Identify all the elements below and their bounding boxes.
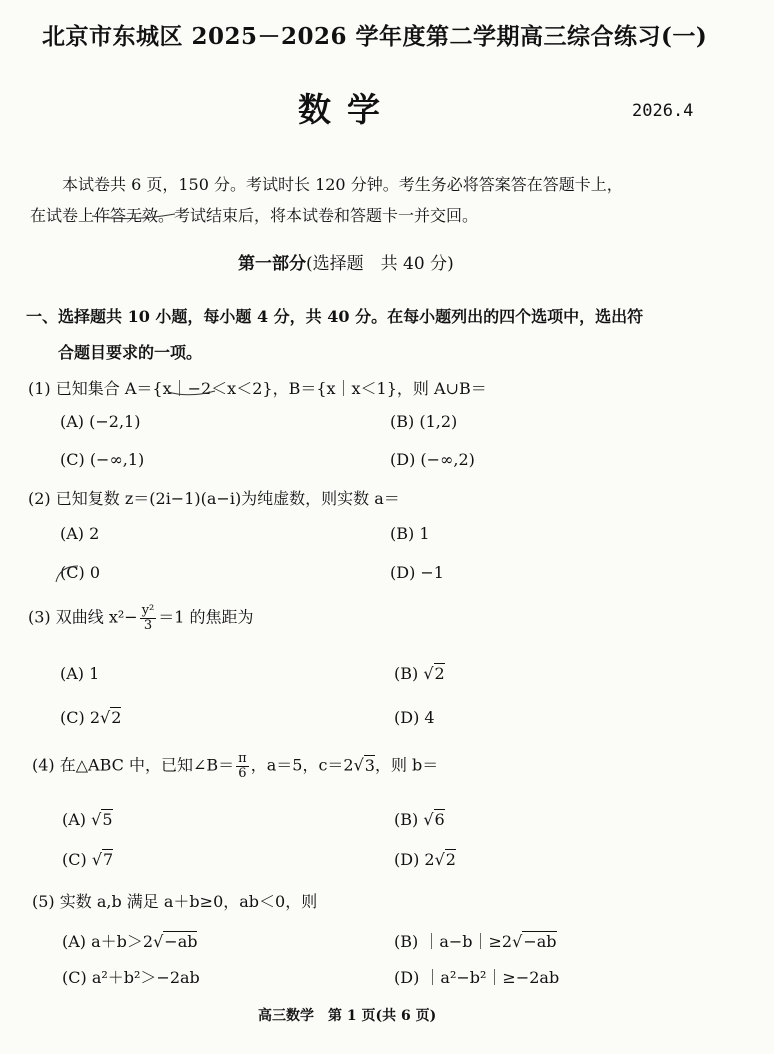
option-label: (B) ｜a−b｜≥2√ (394, 932, 523, 951)
question-4-option-a (62, 810, 113, 829)
part-heading-sub: (选择题 共 40 分) (306, 254, 454, 274)
question-5-option-b (394, 929, 557, 952)
question-3-option-d: (D) 4 (394, 708, 435, 727)
question-1-option-b: (B) (1,2) (390, 412, 458, 431)
option-label: (C) 2√ (60, 708, 111, 727)
option-label: (A) a＋b＞2√ (62, 932, 164, 951)
question-3-stem (28, 604, 254, 632)
question-5-option-d: (D) ｜a²−b²｜≥−2ab (394, 968, 560, 987)
radicand: 2 (111, 708, 122, 727)
exam-date: 2026.4 (632, 101, 694, 121)
radicand: −ab (164, 932, 198, 951)
question-3-option-b (394, 664, 445, 683)
question-1-option-d: (D) (−∞,2) (390, 450, 475, 469)
subject-title: 数学 (298, 90, 396, 129)
question-3-option-a: (A) 1 (60, 664, 100, 683)
question-4-stem-mid: ，a＝5，c＝2√ (250, 755, 364, 775)
question-3-option-c (60, 708, 121, 727)
part-heading (238, 249, 454, 274)
instructions-line-1: 本试卷共 6 页，150 分。考试时长 120 分钟。考生务必将答案答在答题卡上， (62, 175, 623, 194)
radicand: 7 (103, 850, 114, 869)
question-4-stem-end: ，则 b＝ (374, 755, 439, 775)
question-1-stem: (1) 已知集合 A＝{x｜−2＜x＜2}，B＝{x｜x＜1}，则 A∪B＝ (28, 379, 487, 398)
radicand: 2 (434, 664, 445, 683)
radicand: 6 (434, 810, 445, 829)
part-heading-main: 第一部分 (238, 254, 306, 274)
question-4-option-b (394, 810, 445, 829)
question-3-stem-end: ＝1 的焦距为 (158, 607, 254, 627)
radicand: 5 (102, 810, 113, 829)
option-label: (C) √ (62, 850, 103, 869)
option-label: (D) 2√ (394, 850, 445, 869)
question-2-option-b: (B) 1 (390, 524, 430, 543)
fraction-numerator: π (238, 751, 247, 766)
question-4-stem-start: (4) 在△ABC 中，已知∠B＝ (32, 755, 235, 775)
question-5-option-c: (C) a²＋b²＞−2ab (62, 968, 200, 987)
question-3-fraction (140, 604, 157, 632)
exam-title: 北京市东城区 2025－2026 学年度第二学期高三综合练习(一) (42, 23, 708, 50)
option-label: (A) √ (62, 810, 102, 829)
question-4-fraction (236, 752, 249, 780)
page-footer: 高三数学 第 1 页(共 6 页) (258, 1008, 437, 1024)
question-1-option-c: (C) (−∞,1) (60, 450, 145, 469)
question-2-option-d: (D) −1 (390, 563, 444, 582)
radicand: 2 (445, 850, 456, 869)
section-intro-line-2: 合题目要求的一项。 (58, 343, 203, 362)
question-1-option-a: (A) (−2,1) (60, 412, 141, 431)
question-2-option-c: (C) 0 (60, 563, 100, 582)
option-label: (B) √ (394, 664, 434, 683)
question-5-stem: (5) 实数 a,b 满足 a＋b≥0，ab＜0，则 (32, 892, 318, 911)
fraction-denominator: 3 (143, 617, 153, 633)
option-label: (B) √ (394, 810, 434, 829)
question-2-option-a: (A) 2 (60, 524, 100, 543)
question-4-option-c (62, 850, 113, 869)
question-4-option-d (394, 850, 456, 869)
instructions-line-2: 在试卷上作答无效。考试结束后，将本试卷和答题卡一并交回。 (30, 206, 479, 225)
fraction-denominator: 6 (238, 765, 247, 781)
question-5-option-a (62, 929, 197, 952)
section-intro-line-1: 一、选择题共 10 小题，每小题 4 分，共 40 分。在每小题列出的四个选项中，选出符 (26, 307, 644, 326)
radicand: −ab (523, 932, 557, 951)
radicand: 3 (364, 755, 375, 775)
question-2-stem: (2) 已知复数 z＝(2i−1)(a−i)为纯虚数，则实数 a＝ (28, 489, 400, 508)
fraction-numerator: y² (141, 603, 155, 618)
question-3-stem-start: (3) 双曲线 x²− (28, 607, 138, 627)
question-4-stem (32, 752, 438, 780)
